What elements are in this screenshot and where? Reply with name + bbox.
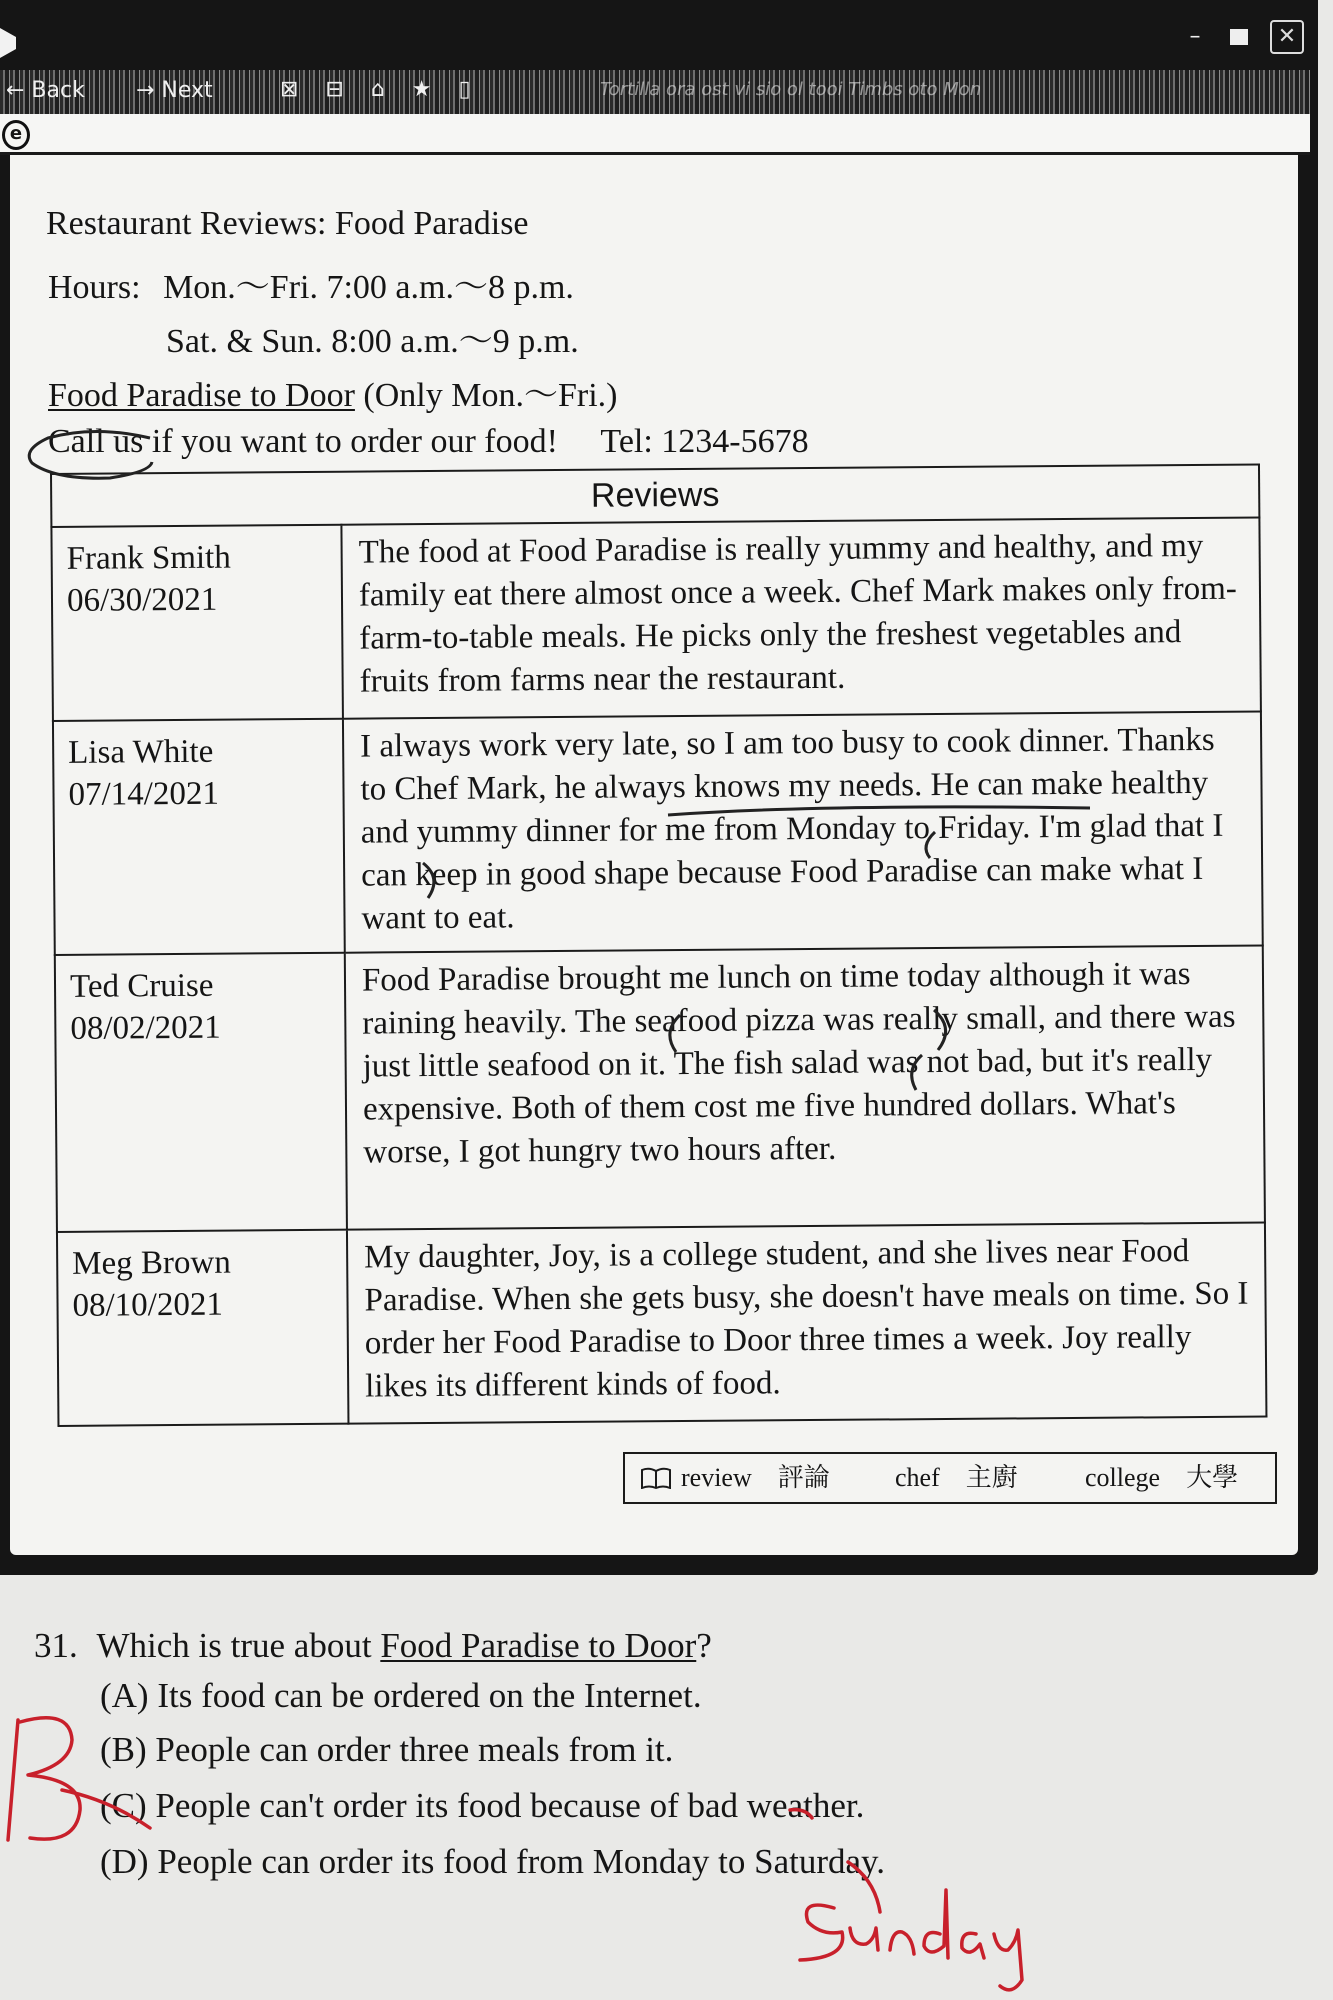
glossary-review: review 評論 — [681, 1463, 830, 1492]
glossary-box — [623, 1452, 1277, 1504]
close-button[interactable]: ✕ — [1270, 20, 1304, 54]
minimize-button[interactable]: – — [1189, 24, 1201, 49]
reviewer-name: Ted Cruise — [69, 967, 214, 1005]
address-bar[interactable] — [0, 114, 1310, 155]
order-text: if you want to order our food! — [143, 423, 558, 460]
reviewer-name: Meg Brown — [72, 1244, 231, 1282]
question-stem — [34, 1626, 712, 1666]
hours-weekday: Mon.～Fri. 7:00 a.m.～8 p.m. — [163, 269, 574, 306]
table-row — [57, 1223, 1266, 1426]
reviewer-cell — [55, 952, 347, 1232]
delivery-line — [48, 367, 617, 416]
app-icon — [0, 28, 16, 58]
table-row — [51, 518, 1260, 721]
reviewer-cell — [53, 719, 345, 955]
hours-label: Hours: — [48, 269, 141, 306]
reviews-header: Reviews — [51, 465, 1259, 528]
option-d[interactable]: (D) People can order its food from Monday to Saturday. — [100, 1842, 886, 1881]
review-text: I always work very late, so I am too busy to cook dinner. Thanks to Chef Mark, he always knows my needs. He can make healthy and yummy dinner for me from Monday to Friday. I'm glad that I can keep in good shape because Food Paradise can make what I want to eat. — [343, 711, 1263, 952]
call-us-link[interactable]: Call us — [48, 423, 144, 460]
table-row — [55, 945, 1265, 1232]
maximize-button[interactable] — [1222, 20, 1256, 54]
hours-weekend: Sat. & Sun. 8:00 a.m.～9 p.m. — [166, 323, 579, 360]
glossary-chef: chef 主廚 — [895, 1463, 1018, 1492]
delivery-link[interactable]: Food Paradise to Door — [48, 377, 355, 414]
delivery-note: (Only Mon.～Fri.) — [354, 377, 618, 414]
question-underlined-term: Food Paradise to Door — [380, 1626, 697, 1665]
option-a[interactable]: (A) Its food can be ordered on the Internet. — [100, 1676, 702, 1715]
reviewer-name: Frank Smith — [66, 539, 231, 577]
question-text: Which is true about — [96, 1626, 381, 1665]
review-date: 08/02/2021 — [70, 1009, 221, 1047]
page-title: Restaurant Reviews: Food Paradise — [46, 205, 529, 242]
review-text: Food Paradise brought me lunch on time today although it was raining heavily. The seafood pizza was really small, and there was just little seafood on it. The fish salad was not bad, but it's really expensive. Both of them cost me five hundred dollars. What's worse, I got hungry two hours after. — [345, 945, 1265, 1230]
order-line — [48, 423, 809, 461]
table-row — [53, 711, 1263, 954]
review-date: 06/30/2021 — [66, 581, 218, 619]
back-button[interactable]: ← Back — [6, 78, 85, 103]
book-icon — [641, 1467, 671, 1489]
option-b[interactable]: (B) People can order three meals from it. — [100, 1730, 674, 1769]
review-date: 08/10/2021 — [72, 1286, 224, 1324]
glossary-college: college 大學 — [1085, 1463, 1239, 1492]
reviewer-cell — [57, 1230, 349, 1426]
reviewer-name: Lisa White — [68, 733, 214, 771]
title-bar — [0, 0, 1318, 70]
next-button[interactable]: → Next — [136, 78, 213, 103]
phone-number: Tel: 1234-5678 — [600, 423, 809, 460]
question-mark: ? — [696, 1626, 712, 1665]
navigation-toolbar — [0, 70, 1310, 114]
review-date: 07/14/2021 — [68, 775, 220, 813]
review-text: The food at Food Paradise is really yummy and healthy, and my family eat there almost once a week. Chef Mark makes only from-farm-to-table meals. He picks only the freshest vegetables and fruits from farms near the restaurant. — [341, 518, 1260, 719]
hours-weekday-line — [48, 259, 574, 308]
browser-e-icon: e — [2, 120, 30, 150]
review-text: My daughter, Joy, is a college student, and she lives near Food Paradise. When she gets busy, she doesn't have meals on time. So I order her Food Paradise to Door three times a week. Joy really likes its different kinds of food. — [347, 1223, 1266, 1424]
option-c[interactable]: (C) People can't order its food because of bad weather. — [100, 1786, 865, 1825]
address-text: Tortilla ora ost vi sio ol tooi Timbs oto Mon — [600, 79, 982, 100]
reviews-table — [50, 463, 1267, 1426]
reviewer-cell — [51, 525, 343, 721]
question-number: 31. — [34, 1626, 78, 1665]
web-page — [10, 155, 1298, 1555]
toolbar-icons[interactable]: ⊠ ⊟ ⌂ ★ ▯ — [280, 77, 481, 102]
